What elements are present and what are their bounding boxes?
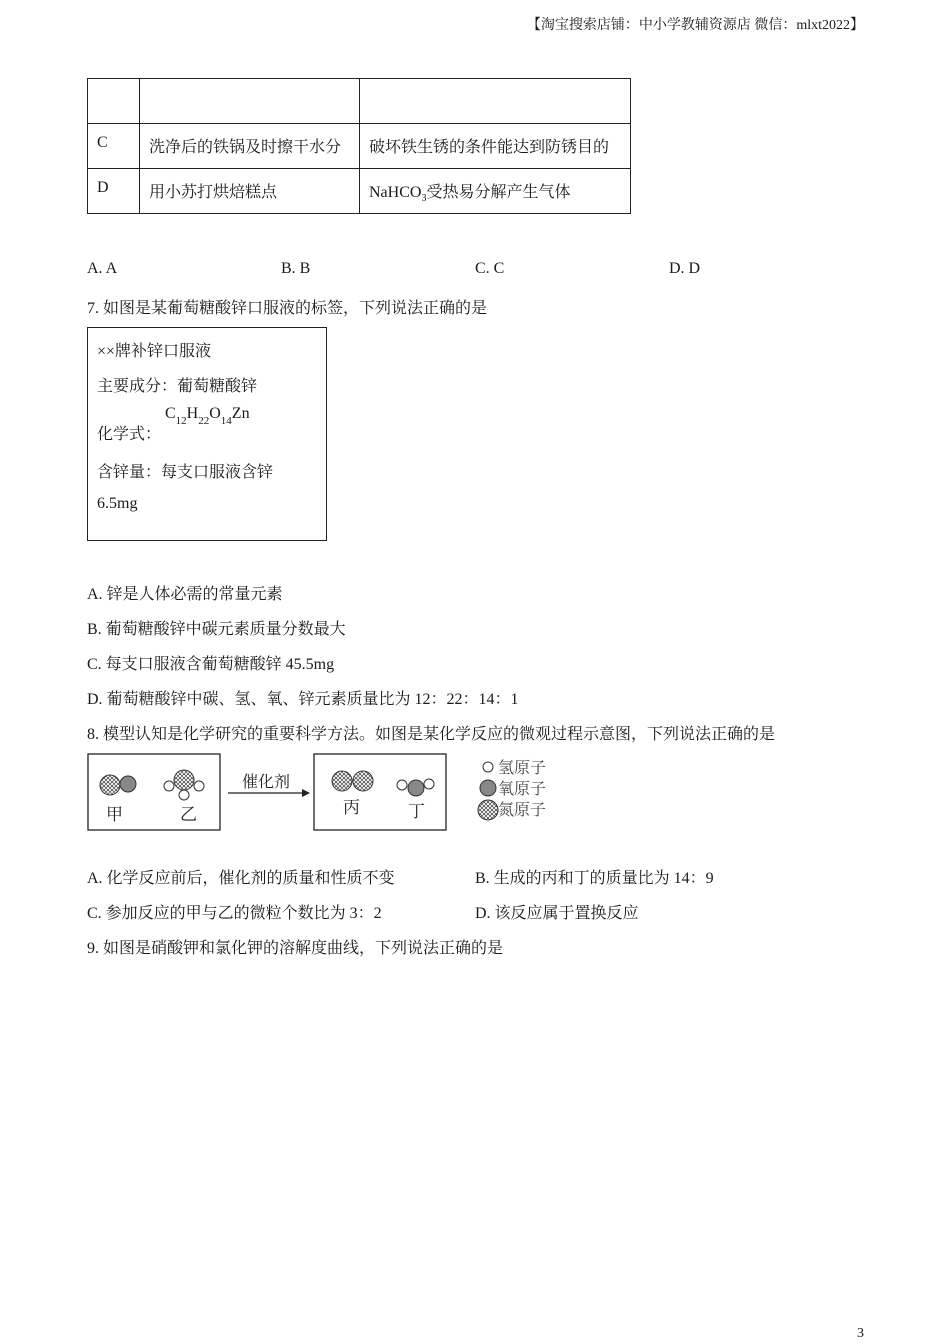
table-cell-key: [88, 79, 140, 124]
q8-stem: 8. 模型认知是化学研究的重要科学方法。如图是某化学反应的微观过程示意图，下列说法正确的是: [87, 726, 776, 743]
label-zinc-amount: 6.5mg: [97, 495, 138, 512]
legend-nitrogen-label: 氮原子: [498, 800, 547, 819]
q7-stem: 7. 如图是某葡萄糖酸锌口服液的标签，下列说法正确的是: [87, 300, 488, 317]
nitrogen-atom-icon: [174, 770, 194, 790]
page-header: 【淘宝搜索店铺：中小学教辅资源店 微信：mlxt2022】: [526, 18, 864, 33]
nahco3-subscript: 3: [421, 193, 427, 204]
q8-option-c: C. 参加反应的甲与乙的微粒个数比为 3：2: [87, 905, 382, 922]
legend-oxygen-icon: [480, 780, 496, 796]
oxygen-atom-icon: [120, 776, 136, 792]
formula-o-count: 14: [220, 415, 232, 427]
label-chemical-formula: [165, 405, 250, 427]
q8-option-b: B. 生成的丙和丁的质量比为 14：9: [475, 870, 714, 887]
table-row: [88, 169, 631, 214]
q8-option-a: A. 化学反应前后，催化剂的质量和性质不变: [87, 870, 395, 887]
table-row: [88, 79, 631, 124]
options-table: [87, 78, 631, 214]
products-box: [314, 754, 446, 830]
q6-option-a: A. A: [87, 260, 118, 277]
label-jia: 甲: [106, 805, 123, 825]
formula-c: C: [165, 405, 176, 422]
legend-hydrogen-icon: [483, 762, 493, 772]
formula-c-count: 12: [175, 415, 187, 427]
hydrogen-atom-icon: [179, 790, 189, 800]
q6-option-c: C. C: [475, 260, 505, 277]
reason-text: 受热易分解产生气体: [426, 184, 571, 201]
oxygen-atom-icon: [408, 780, 424, 796]
label-yi: 乙: [180, 805, 197, 825]
label-ingredient: 主要成分：葡萄糖酸锌: [97, 378, 258, 395]
q6-option-d: D. D: [669, 260, 701, 277]
table-cell-practice: 用小苏打烘焙糕点: [140, 169, 360, 214]
table-row: [88, 124, 631, 169]
q9-stem: 9. 如图是硝酸钾和氯化钾的溶解度曲线，下列说法正确的是: [87, 940, 504, 957]
label-bing: 丙: [343, 798, 360, 818]
formula-zn: Zn: [231, 405, 250, 422]
nitrogen-atom-icon: [353, 771, 373, 791]
hydrogen-atom-icon: [194, 781, 204, 791]
table-cell-practice: [140, 79, 360, 124]
hydrogen-atom-icon: [424, 779, 434, 789]
formula-o: O: [209, 405, 221, 422]
hydrogen-atom-icon: [164, 781, 174, 791]
nahco3-formula: NaHCO: [369, 184, 422, 201]
label-zinc-content: 含锌量：每支口服液含锌: [97, 464, 274, 481]
legend-oxygen-label: 氧原子: [498, 779, 547, 798]
catalyst-label: 催化剂: [242, 772, 291, 791]
nitrogen-atom-icon: [332, 771, 352, 791]
q7-option-c: C. 每支口服液含葡萄糖酸锌 45.5mg: [87, 656, 335, 673]
table-cell-reason: [360, 169, 631, 214]
table-cell-key: C: [88, 124, 140, 169]
q6-option-b: B. B: [281, 260, 311, 277]
legend-hydrogen-label: 氢原子: [498, 758, 547, 777]
nitrogen-atom-icon: [100, 775, 120, 795]
formula-h-count: 22: [198, 415, 210, 427]
q7-option-a: A. 锌是人体必需的常量元素: [87, 586, 283, 603]
table-cell-practice: 洗净后的铁锅及时擦干水分: [140, 124, 360, 169]
legend-nitrogen-icon: [478, 800, 498, 820]
page-number: 3: [857, 1326, 864, 1341]
q7-option-d: D. 葡萄糖酸锌中碳、氢、氧、锌元素质量比为 12：22：14：1: [87, 691, 519, 708]
reaction-diagram: [86, 750, 566, 836]
q8-option-d: D. 该反应属于置换反应: [475, 905, 639, 922]
table-cell-key: D: [88, 169, 140, 214]
label-ding: 丁: [408, 802, 425, 822]
hydrogen-atom-icon: [397, 780, 407, 790]
label-formula-title: 化学式：: [97, 426, 162, 443]
arrow-head-icon: [302, 789, 310, 797]
product-label-box: [87, 327, 327, 541]
formula-h: H: [186, 405, 199, 422]
table-cell-reason: [360, 79, 631, 124]
label-product-name: ××牌补锌口服液: [97, 343, 212, 360]
q7-option-b: B. 葡萄糖酸锌中碳元素质量分数最大: [87, 621, 346, 638]
table-cell-reason: 破坏铁生锈的条件能达到防锈目的: [360, 124, 631, 169]
